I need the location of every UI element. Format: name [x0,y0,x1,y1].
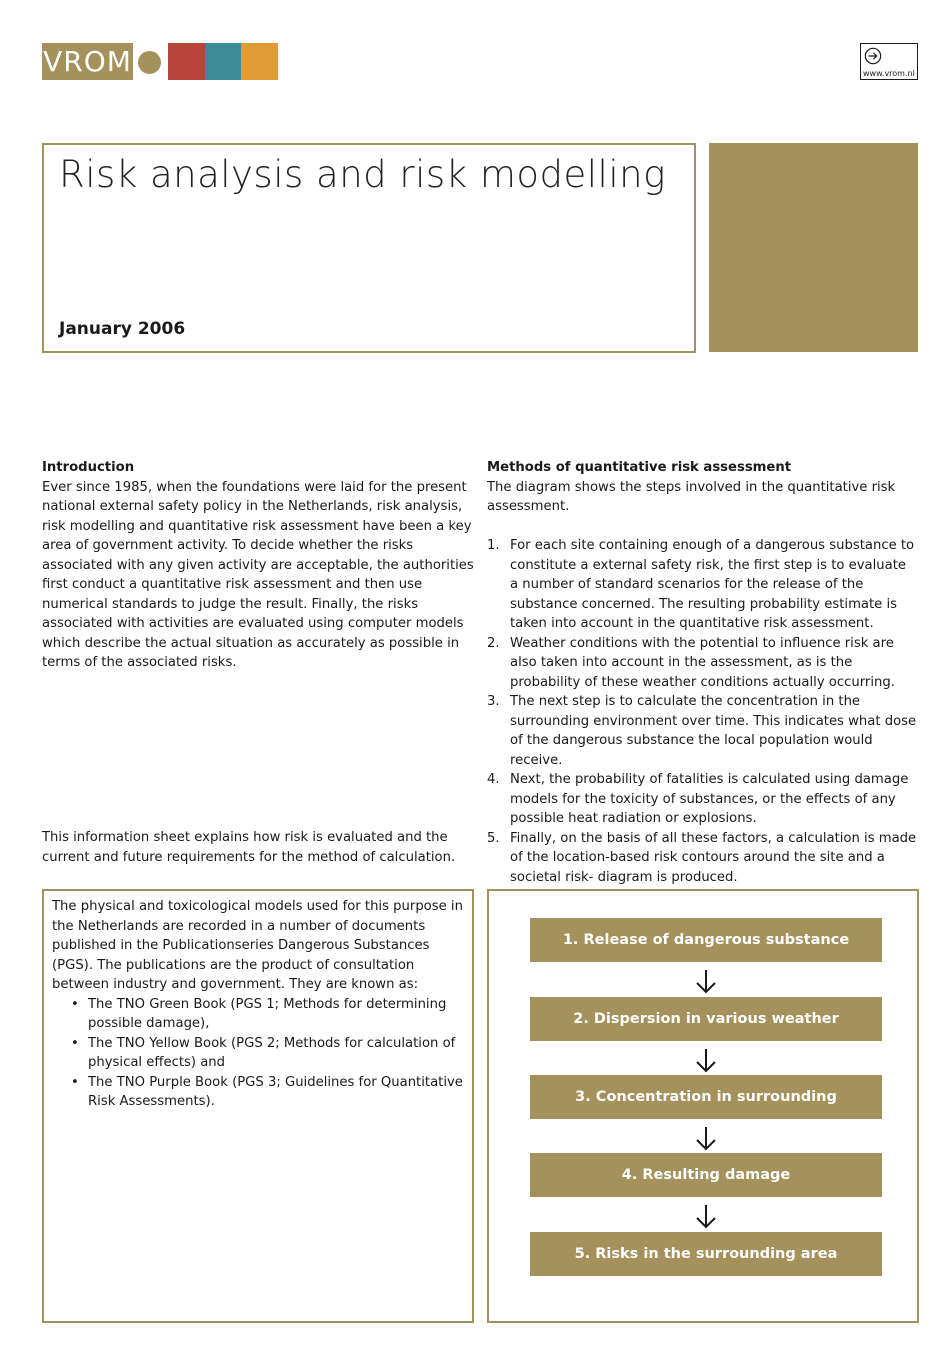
diagram-step-risks: 5. Risks in the surrounding area [530,1232,882,1276]
diagram-step-release: 1. Release of dangerous substance [530,918,882,962]
decorative-block [709,143,918,352]
diagram-step-dispersion: 2. Dispersion in various weather conditions [530,997,882,1041]
arrow-down-icon [694,1126,718,1152]
intro-section [42,458,474,673]
process-diagram [487,889,919,1323]
list-item: • The TNO Yellow Book (PGS 2; Methods for calculation of physical effects) and [88,1034,466,1073]
info-sheet-paragraph: This information sheet explains how risk is evaluated and the current and future requirements for the method of calculation. [42,830,456,865]
step-number: 4. [487,772,500,787]
step-number: 2. [487,635,500,651]
vrom-logo: VROM [43,45,132,78]
step-text: The next step is to calculate the concentration in the surrounding environment over time. This indicates what dose of the dangerous substance the local population would receive. [510,694,917,768]
logo-swatch-red [168,43,205,80]
list-item [487,536,917,634]
diagram-step-concentration: 3. Concentration in surrounding environment [530,1075,882,1119]
website-url: www.vrom.nl [863,69,915,78]
list-item [487,770,917,829]
methods-section [487,458,917,887]
info-sheet-text [42,828,474,867]
arrow-down-icon [694,1204,718,1230]
list-item [487,692,917,770]
step-text: Next, the probability of fatalities is calculated using damage models for the toxicity of substances, or the effects of any possible heat radiation or explosions. [510,772,909,826]
website-link[interactable] [860,43,918,80]
methods-heading: Methods of quantitative risk assessment [487,460,792,475]
arrow-circle-icon [864,47,882,65]
list-item [487,829,917,888]
step-number: 1. [487,538,500,553]
diagram-step-damage: 4. Resulting damage [530,1153,882,1197]
intro-heading: Introduction [42,460,135,475]
publications-list [52,995,466,1112]
models-box [42,889,474,1323]
logo-swatch-orange [241,43,278,80]
intro-body: Ever since 1985, when the foundations were laid for the present national external safety policy in the Netherlands, risk analysis, risk modelling and quantitative risk assessment have been a key area of government activity. To decide whether the risks associated with any given activity are acceptable, the authorities first conduct a quantitative risk assessment and then use numerical standards to judge the result. Finally, the risks associated with activities are evaluated using computer models which describe the actual situation as accurately as possible in terms of the associated risks. [42,479,474,670]
list-item [487,634,917,693]
list-item: • The TNO Purple Book (PGS 3; Guidelines for Quantitative Risk Assessments). [88,1073,466,1112]
models-text: The physical and toxicological models used for this purpose in the Netherlands are recorded in a number of documents published in the Publicationseries Dangerous Substances (PGS). The publications are the product of consultation between industry and government. They are known as: [52,899,463,992]
step-text: Finally, on the basis of all these factors, a calculation is made of the location-based risk contours around the site and a societal risk- diagram is produced. [510,830,917,885]
list-item: • The TNO Green Book (PGS 1; Methods for determining possible damage), [88,995,466,1034]
title-block [42,143,696,353]
step-number: 3. [487,694,500,709]
step-number: 5. [487,830,500,846]
methods-intro: The diagram shows the steps involved in the quantitative risk assessment. [487,479,896,514]
publication-date: January 2006 [59,319,186,339]
step-text: Weather conditions with the potential to influence risk are also taken into account in the assessment, as is the probability of these weather conditions actually occurring. [510,635,895,690]
step-text: For each site containing enough of a dangerous substance to constitute a external safety risk, the first step is to evaluate a number of standard scenarios for the release of the substance concerned. The resulting probability estimate is taken into account in the quantitative risk assessment. [510,538,915,631]
methods-steps-list [487,536,917,887]
logo-swatch-teal [205,43,242,80]
arrow-down-icon [694,1048,718,1074]
page-title: Risk analysis and risk modelling [59,153,666,196]
logo-dot [138,51,161,74]
arrow-down-icon [694,969,718,995]
